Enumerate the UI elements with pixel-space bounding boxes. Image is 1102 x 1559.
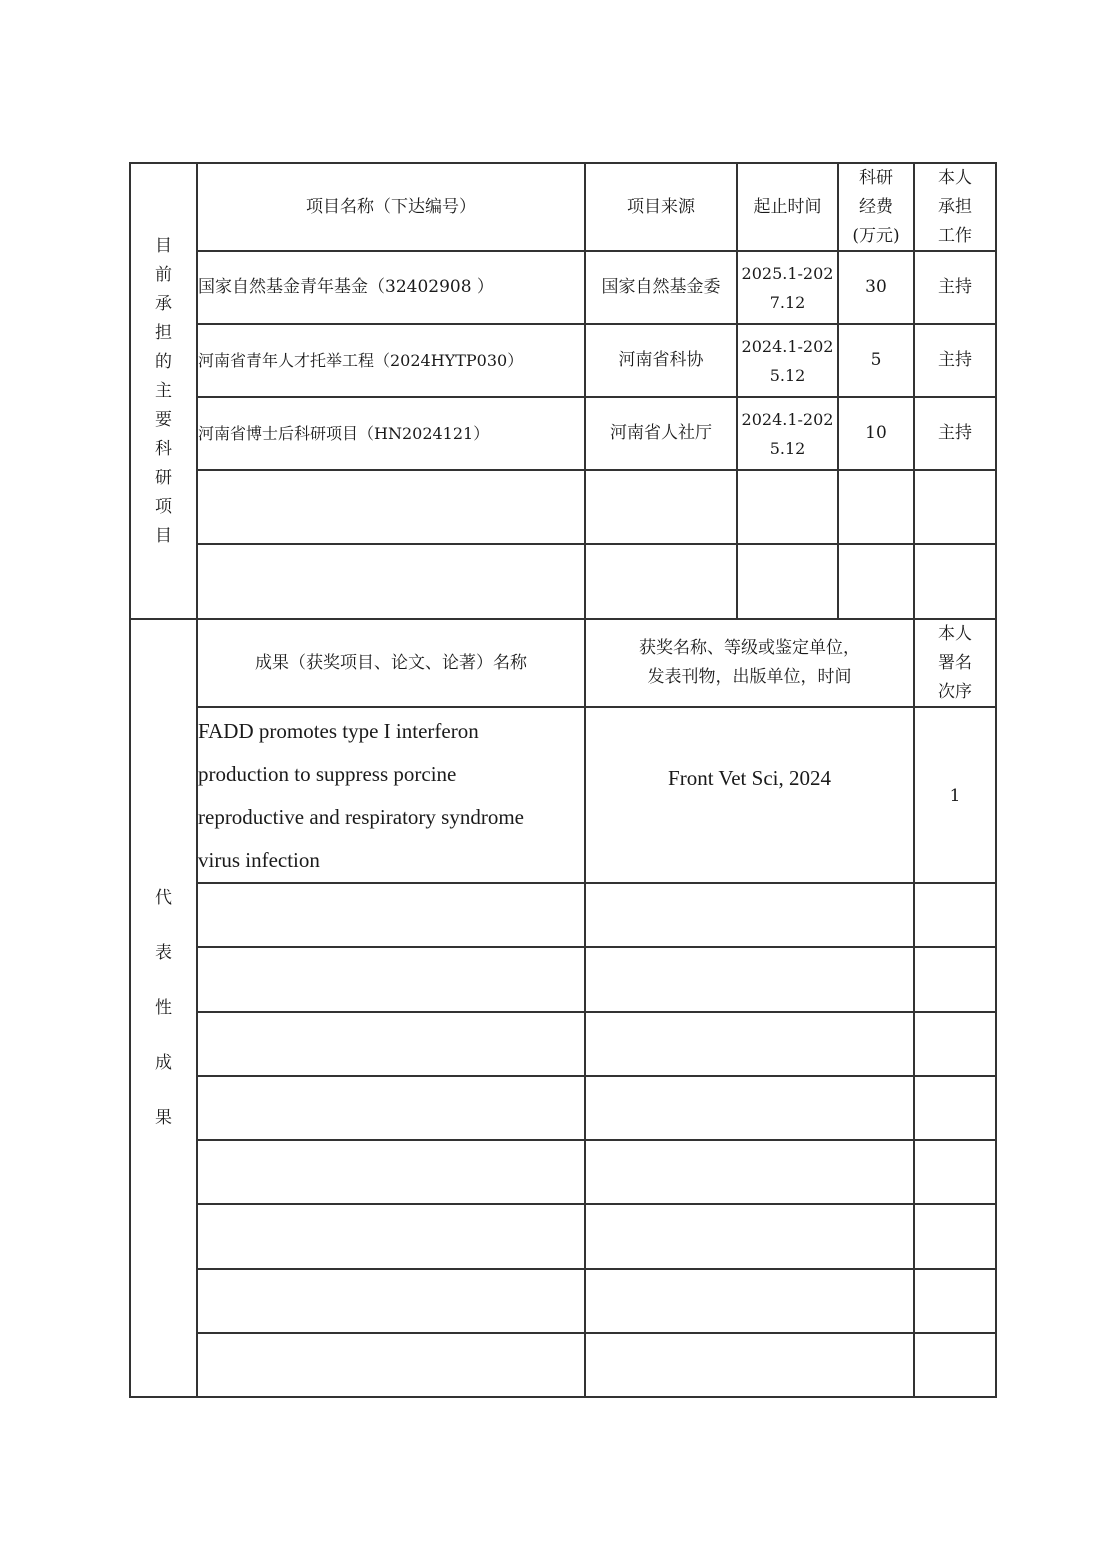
- projects-header-funding: 科研 经费 (万元): [837, 162, 915, 252]
- result-row-empty-cell: [913, 1203, 997, 1270]
- result-row-empty-cell: [913, 1075, 997, 1141]
- result-row-empty-cell: [196, 1075, 586, 1141]
- project-row-empty-cell: [584, 469, 738, 545]
- project-row-role: 主持: [913, 323, 997, 398]
- project-row-empty-cell: [736, 543, 839, 620]
- projects-section-label: [129, 162, 198, 620]
- result-row-empty-cell: [196, 946, 586, 1013]
- result-row-empty-cell: [196, 1203, 586, 1270]
- projects-header-source: 项目来源: [584, 162, 738, 252]
- project-row-period: 2025.1-202 7.12: [736, 250, 839, 325]
- section-label-char: 研: [155, 467, 172, 488]
- result-row-empty-cell: [584, 1203, 915, 1270]
- result-row-empty-cell: [584, 1268, 915, 1334]
- projects-header-period: 起止时间: [736, 162, 839, 252]
- project-row-role: 主持: [913, 396, 997, 471]
- result-row-empty-cell: [584, 946, 915, 1013]
- result-row-empty-cell: [913, 1011, 997, 1077]
- result-row-empty-cell: [584, 1011, 915, 1077]
- result-row-empty-cell: [913, 1268, 997, 1334]
- result-row-empty-cell: [196, 1332, 586, 1398]
- project-row-funding: 10: [837, 396, 915, 471]
- project-row-source: 河南省人社厅: [584, 396, 738, 471]
- project-row-name: 河南省博士后科研项目（HN2024121）: [196, 396, 586, 471]
- section-label-char: 代: [155, 887, 172, 908]
- projects-header-role: 本人 承担 工作: [913, 162, 997, 252]
- projects-header-name: 项目名称（下达编号）: [196, 162, 586, 252]
- result-row-venue: Front Vet Sci, 2024: [584, 706, 915, 884]
- result-row-order: 1: [913, 706, 997, 884]
- result-row-empty-cell: [196, 1268, 586, 1334]
- result-row-empty-cell: [584, 1332, 915, 1398]
- project-row-empty-cell: [584, 543, 738, 620]
- result-row-empty-cell: [584, 882, 915, 948]
- result-row-empty-cell: [913, 1332, 997, 1398]
- project-row-source: 河南省科协: [584, 323, 738, 398]
- section-label-char: 性: [155, 997, 172, 1018]
- result-row-empty-cell: [584, 1139, 915, 1205]
- results-header-name: 成果（获奖项目、论文、论著）名称: [196, 618, 586, 708]
- project-row-source: 国家自然基金委: [584, 250, 738, 325]
- result-row-empty-cell: [196, 882, 586, 948]
- result-row-empty-cell: [913, 1139, 997, 1205]
- project-row-empty-cell: [913, 469, 997, 545]
- section-label-char: 的: [155, 351, 172, 372]
- section-label-char: 项: [155, 496, 172, 517]
- project-row-empty-cell: [837, 543, 915, 620]
- results-header-order: 本人 署名 次序: [913, 618, 997, 708]
- section-label-char: 目: [155, 525, 172, 546]
- project-row-empty-cell: [837, 469, 915, 545]
- project-row-role: 主持: [913, 250, 997, 325]
- section-label-char: 目: [155, 235, 172, 256]
- section-label-char: 主: [155, 380, 172, 401]
- results-section-label: [129, 618, 198, 1398]
- result-row-empty-cell: [196, 1011, 586, 1077]
- section-label-char: 成: [155, 1052, 172, 1073]
- project-row-empty-cell: [196, 469, 586, 545]
- section-label-char: 表: [155, 942, 172, 963]
- section-label-char: 担: [155, 322, 172, 343]
- results-header-venue: 获奖名称、等级或鉴定单位， 发表刊物，出版单位，时间: [584, 618, 915, 708]
- result-row-empty-cell: [913, 946, 997, 1013]
- section-label-char: 承: [155, 293, 172, 314]
- project-row-funding: 5: [837, 323, 915, 398]
- project-row-empty-cell: [196, 543, 586, 620]
- section-label-char: 科: [155, 438, 172, 459]
- project-row-name: 河南省青年人才托举工程（2024HYTP030）: [196, 323, 586, 398]
- result-row-empty-cell: [196, 1139, 586, 1205]
- result-row-empty-cell: [584, 1075, 915, 1141]
- project-row-empty-cell: [913, 543, 997, 620]
- resume-form-table: [129, 162, 997, 1398]
- result-row-empty-cell: [913, 882, 997, 948]
- project-row-funding: 30: [837, 250, 915, 325]
- section-label-char: 果: [155, 1107, 172, 1128]
- project-row-period: 2024.1-202 5.12: [736, 396, 839, 471]
- project-row-empty-cell: [736, 469, 839, 545]
- section-label-char: 前: [155, 264, 172, 285]
- project-row-period: 2024.1-202 5.12: [736, 323, 839, 398]
- result-row-title: FADD promotes type I interferon production to suppress porcine reproductive and respiratory syndrome virus infection: [196, 706, 586, 884]
- section-label-char: 要: [155, 409, 172, 430]
- project-row-name: 国家自然基金青年基金（32402908 ）: [196, 250, 586, 325]
